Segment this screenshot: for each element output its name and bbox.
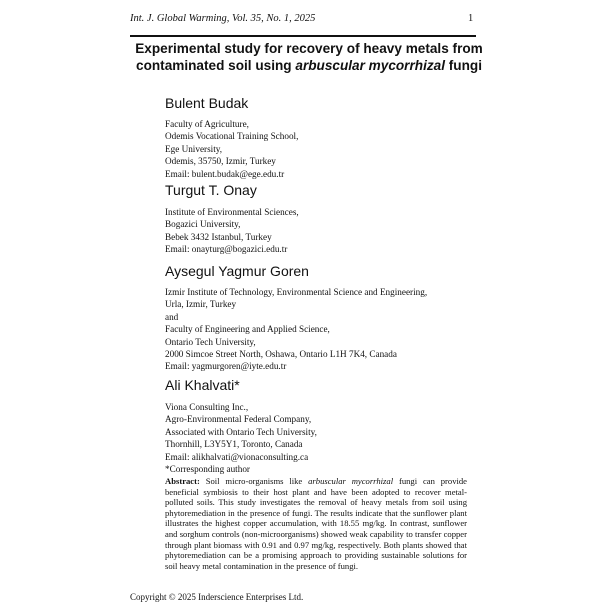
author-name: Turgut T. Onay	[165, 182, 257, 198]
header-rule	[130, 35, 476, 37]
affiliation-line: Ege University,	[165, 143, 223, 154]
copyright-notice: Copyright © 2025 Inderscience Enterprises Ltd.	[130, 592, 304, 602]
author-name: Bulent Budak	[165, 95, 249, 111]
author-email: Email: alikhalvati@vionaconsulting.ca	[165, 451, 309, 462]
affiliation-line: Izmir Institute of Technology, Environmental Science and Engineering,	[165, 287, 428, 297]
author-name: Aysegul Yagmur Goren	[165, 263, 309, 279]
corresponding-author-note: *Corresponding author	[165, 464, 250, 475]
abstract-text-rest: fungi can provide beneficial symbiosis to their host plant and have been adopted to recover metal-polluted soils. This study investigates the removal of heavy metals from soil using phytoremediation in the presence of fungi. The results indicate that the sunflower plant illustrates the highest copper accumulation, with 18.55 mg/kg. In contrast, sunflower and sorghum controls (non-microorganisms) showed weak capability to transfer copper through plant biomass with 0.91 and 0.97 mg/kg, respectively. Both plants showed that phytoremediation can be a promising approach to providing sustainable solutions for soil heavy metal contamination in the presence of fungi.	[165, 476, 468, 571]
affiliation-line: Urla, Izmir, Turkey	[165, 299, 237, 310]
journal-citation: Int. J. Global Warming, Vol. 35, No. 1, 2025	[130, 13, 316, 24]
page-number: 1	[468, 13, 474, 24]
author-affiliation	[165, 118, 465, 180]
title-line-1: Experimental study for recovery of heavy metals from	[135, 41, 483, 56]
affiliation-line: Odemis, 35750, Izmir, Turkey	[165, 156, 276, 167]
abstract-label: Abstract:	[165, 476, 200, 486]
affiliation-line: Faculty of Agriculture,	[165, 119, 249, 129]
author-email: Email: onayturg@bogazici.edu.tr	[165, 244, 288, 255]
title-line-2	[134, 58, 484, 75]
title-line-2-suffix: fungi	[444, 57, 482, 73]
affiliation-line: Thornhill, L3Y5Y1, Toronto, Canada	[165, 439, 303, 450]
affiliation-line: and	[165, 311, 179, 322]
affiliation-line: 2000 Simcoe Street North, Oshawa, Ontario L1H 7K4, Canada	[165, 349, 397, 360]
author-affiliation	[165, 286, 465, 373]
author-email: Email: yagmurgoren@iyte.edu.tr	[165, 361, 287, 372]
abstract	[165, 476, 467, 571]
title-line-2-italic: arbuscular mycorrhizal	[295, 57, 445, 73]
author-affiliation	[165, 401, 465, 475]
affiliation-line: Viona Consulting Inc.,	[165, 402, 249, 412]
affiliation-line: Bogazici University,	[165, 219, 241, 230]
affiliation-line: Faculty of Engineering and Applied Science,	[165, 324, 330, 335]
author-affiliation	[165, 206, 465, 256]
abstract-text-italic: arbuscular mycorrhizal	[308, 476, 394, 486]
abstract-text-start: Soil micro-organisms like	[199, 476, 309, 486]
title-line-2-prefix: contaminated soil using	[136, 57, 296, 73]
author-email: Email: bulent.budak@ege.edu.tr	[165, 168, 285, 179]
affiliation-line: Agro-Environmental Federal Company,	[165, 414, 312, 425]
author-name: Ali Khalvati*	[165, 377, 240, 393]
affiliation-line: Associated with Ontario Tech University,	[165, 426, 317, 437]
affiliation-line: Odemis Vocational Training School,	[165, 131, 299, 142]
paper-title	[134, 41, 484, 74]
affiliation-line: Bebek 3432 Istanbul, Turkey	[165, 231, 272, 242]
affiliation-line: Ontario Tech University,	[165, 336, 256, 347]
affiliation-line: Institute of Environmental Sciences,	[165, 207, 299, 217]
